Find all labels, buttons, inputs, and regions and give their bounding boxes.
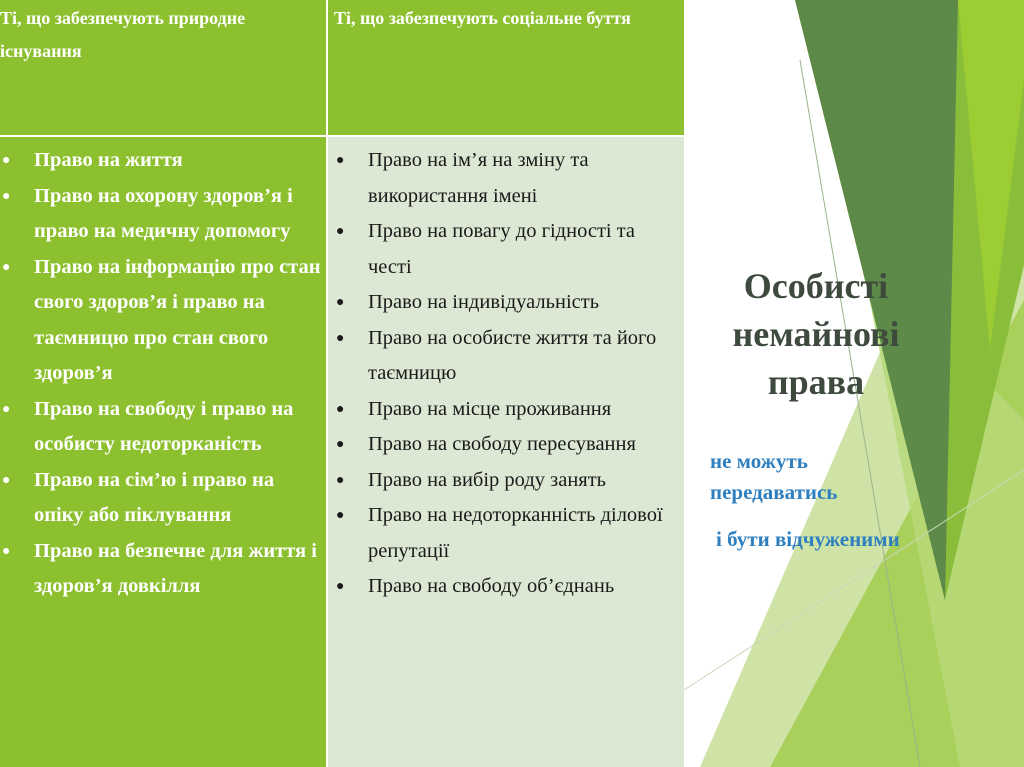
header-divider xyxy=(0,135,684,137)
bullet-dot-icon: ● xyxy=(2,188,11,204)
list-item: ● Право на життя xyxy=(0,143,326,179)
list-item: ● Право на повагу до гідності та честі xyxy=(328,214,680,285)
list-item: ● Право на ім’я на зміну та використання імені xyxy=(328,143,680,214)
natural-rights-cell xyxy=(0,137,326,767)
list-item: ● Право на особисте життя та його таємницю xyxy=(328,321,680,392)
bullet-dot-icon: ● xyxy=(2,543,11,559)
header-social-label: Ті, що забезпечують соціальне буття xyxy=(334,8,631,28)
bullet-dot-icon: ● xyxy=(336,153,345,168)
list-item: ● Право на свободу і право на особисту недоторканість xyxy=(0,392,326,463)
title-line: права xyxy=(767,362,865,402)
list-item: ● Право на охорону здоров’я і право на медичну допомогу xyxy=(0,179,326,250)
bullet-dot-icon: ● xyxy=(336,437,345,452)
column-divider xyxy=(326,0,328,767)
list-item: ● Право на інформацію про стан свого здоров’я і право на таємницю про стан свого здоров’я xyxy=(0,250,326,392)
slide-title xyxy=(700,262,932,406)
bullet-dot-icon: ● xyxy=(336,295,345,310)
bullet-dot-icon: ● xyxy=(336,224,345,239)
bullet-dot-icon: ● xyxy=(2,472,11,488)
header-cell-social xyxy=(328,0,684,135)
subtitle-line: і бути відчуженими xyxy=(716,527,900,551)
bullet-dot-icon: ● xyxy=(336,330,345,346)
list-item: ● Право на сім’ю і право на опіку або піклування xyxy=(0,463,326,534)
list-item: ● Право на безпечне для життя і здоров’я довкілля xyxy=(0,534,326,605)
natural-rights-list xyxy=(0,143,326,605)
bullet-dot-icon: ● xyxy=(336,508,345,523)
list-item: ● Право на вибір роду занять xyxy=(328,463,680,499)
list-item: ● Право на свободу об’єднань xyxy=(328,569,680,605)
bullet-dot-icon: ● xyxy=(2,401,11,417)
bullet-dot-icon: ● xyxy=(336,472,345,488)
title-line: Особисті xyxy=(743,266,889,306)
bullet-dot-icon: ● xyxy=(336,579,345,594)
bullet-dot-icon: ● xyxy=(2,259,11,275)
subtitle-line: передаватись xyxy=(710,480,838,504)
title-line: немайнові xyxy=(732,314,900,354)
list-item: ● Право на недоторканність ділової репутації xyxy=(328,498,680,569)
social-rights-list xyxy=(328,143,680,605)
list-item: ● Право на свободу пересування xyxy=(328,427,680,463)
social-rights-cell xyxy=(328,137,684,767)
header-natural-label: Ті, що забезпечують природне існування xyxy=(0,8,246,61)
bullet-dot-icon: ● xyxy=(2,153,11,168)
header-cell-natural xyxy=(0,0,326,135)
list-item: ● Право на індивідуальність xyxy=(328,285,680,321)
list-item: ● Право на місце проживання xyxy=(328,392,680,428)
subtitle-line: не можуть xyxy=(710,449,808,473)
bullet-dot-icon: ● xyxy=(336,401,345,417)
